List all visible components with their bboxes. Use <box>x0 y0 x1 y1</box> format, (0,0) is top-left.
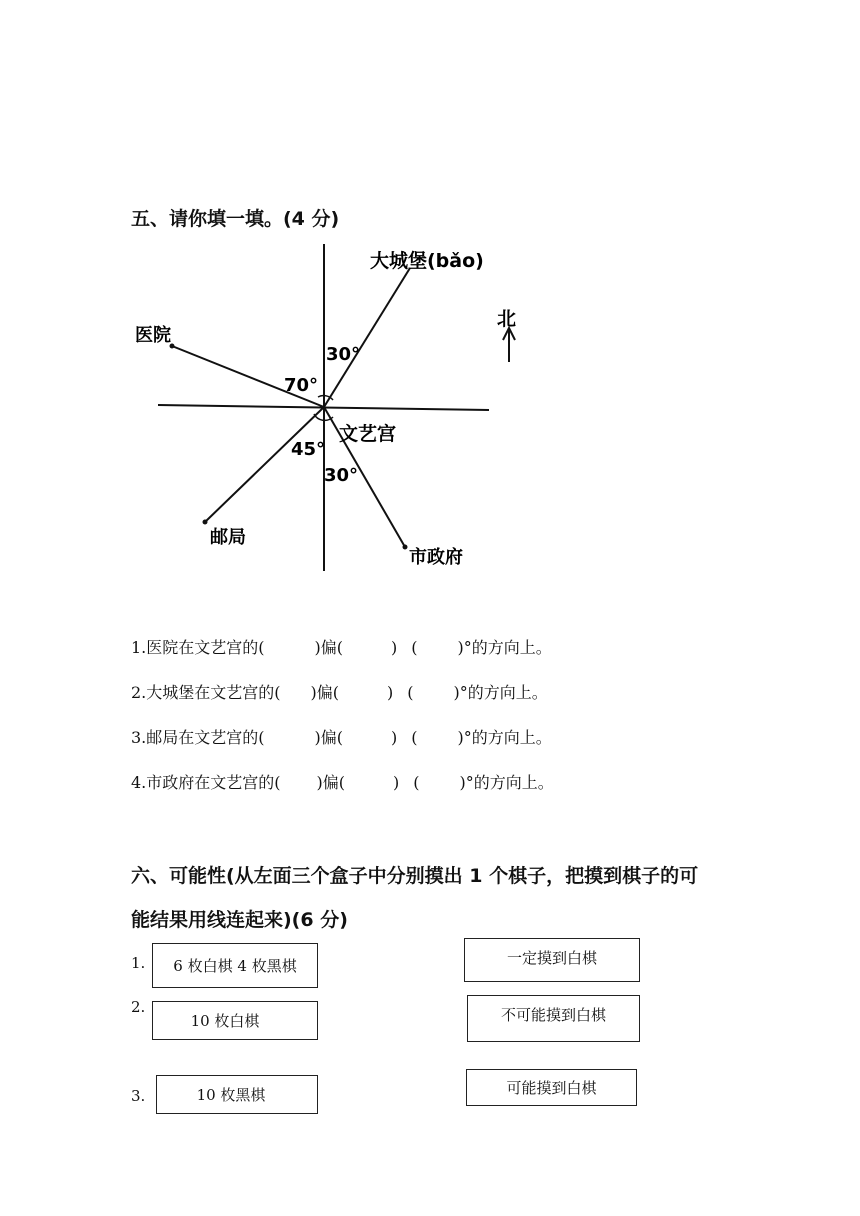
q1-mid3: ( <box>411 638 418 657</box>
right-box-2-text: 不可能摸到白棋 <box>500 1006 606 1024</box>
post-office-dot <box>203 520 208 525</box>
center-label: 文艺宫 <box>339 423 397 445</box>
q1-suffix: )°的方向上。 <box>457 638 552 657</box>
question-1 <box>131 635 552 658</box>
angle-hospital: 70° <box>284 375 319 396</box>
angle-post-office: 45° <box>291 439 326 460</box>
right-box-3[interactable] <box>466 1069 637 1106</box>
q4-prefix: 4.市政府在文艺宫的( <box>131 773 281 792</box>
q3-prefix: 3.邮局在文艺宫的( <box>131 728 265 747</box>
post-office-label: 邮局 <box>210 527 246 548</box>
left-item-3-number: 3. <box>131 1087 146 1105</box>
left-item-1-number: 1. <box>131 954 146 972</box>
castle-label: 大城堡(bǎo) <box>370 250 484 272</box>
question-3 <box>131 725 552 748</box>
right-box-2[interactable] <box>467 995 640 1042</box>
north-label: 北 <box>497 308 517 330</box>
q3-suffix: )°的方向上。 <box>457 728 552 747</box>
q4-mid3: ( <box>413 773 420 792</box>
question-2 <box>131 680 548 703</box>
right-box-1-text: 一定摸到白棋 <box>506 949 597 967</box>
q3-mid2: ) <box>391 728 398 747</box>
q3-mid3: ( <box>411 728 418 747</box>
left-box-3[interactable] <box>156 1075 318 1114</box>
q1-mid1: )偏( <box>314 638 344 657</box>
right-box-1[interactable] <box>464 938 640 982</box>
q4-mid1: )偏( <box>316 773 346 792</box>
left-item-2-number: 2. <box>131 998 146 1016</box>
question-4 <box>131 770 554 793</box>
angle-city-hall: 30° <box>324 465 359 486</box>
ray-castle <box>324 268 410 407</box>
q2-mid3: ( <box>407 683 414 702</box>
left-box-1-text: 6 枚白棋 4 枚黑棋 <box>173 957 297 975</box>
q4-suffix: )°的方向上。 <box>459 773 554 792</box>
q1-prefix: 1.医院在文艺宫的( <box>131 638 265 657</box>
city-hall-dot <box>403 545 408 550</box>
q2-mid1: )偏( <box>310 683 340 702</box>
q2-suffix: )°的方向上。 <box>453 683 548 702</box>
q3-mid1: )偏( <box>314 728 344 747</box>
q2-prefix: 2.大城堡在文艺宫的( <box>131 683 281 702</box>
right-box-3-text: 可能摸到白棋 <box>506 1079 597 1097</box>
q2-mid2: ) <box>387 683 394 702</box>
city-hall-label: 市政府 <box>409 547 463 568</box>
section5-heading: 五、请你填一填。(4 分) <box>131 208 340 230</box>
left-box-2[interactable] <box>152 1001 318 1040</box>
left-box-3-text: 10 枚黑棋 <box>196 1086 266 1104</box>
section6-heading-line2: 能结果用线连起来)(6 分) <box>131 909 348 931</box>
ray-post-office <box>205 407 324 522</box>
left-box-1[interactable] <box>152 943 318 988</box>
angle-castle: 30° <box>326 344 361 365</box>
left-box-2-text: 10 枚白棋 <box>190 1012 260 1030</box>
hospital-label: 医院 <box>135 325 171 346</box>
q1-mid2: ) <box>391 638 398 657</box>
q4-mid2: ) <box>393 773 400 792</box>
section6-heading-line1: 六、可能性(从左面三个盒子中分别摸出 1 个棋子，把摸到棋子的可 <box>131 865 699 887</box>
